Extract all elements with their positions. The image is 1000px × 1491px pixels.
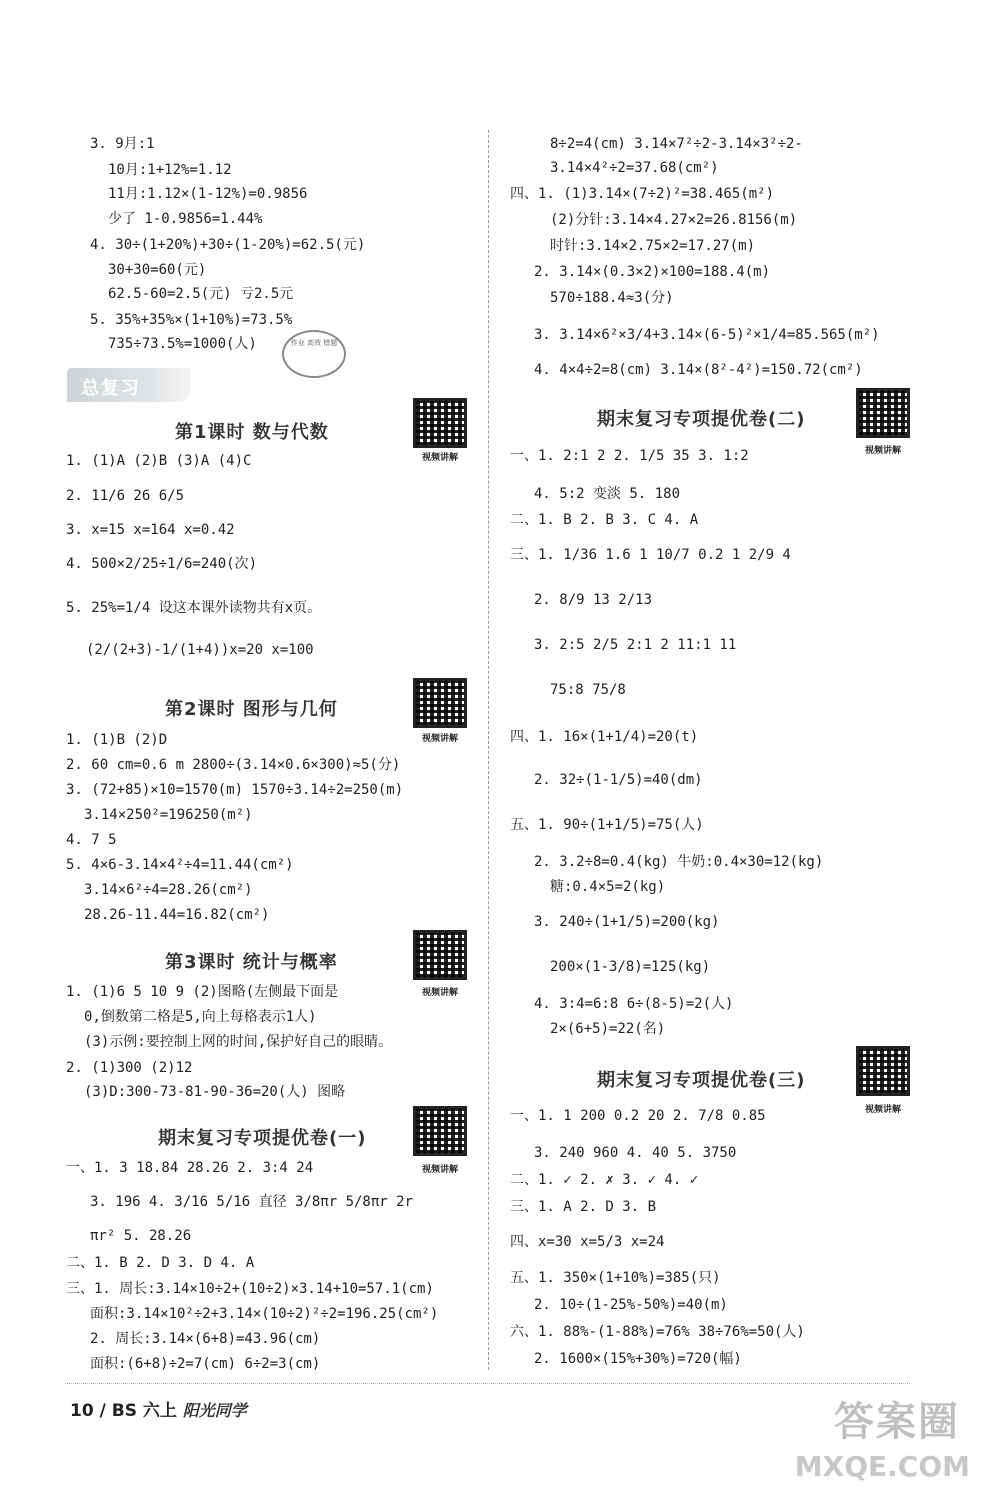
answer-line: 8÷2=4(cm) 3.14×7²÷2-3.14×3²÷2- bbox=[550, 136, 803, 152]
answer-line: 2. 3.2÷8=0.4(kg) 牛奶:0.4×30=12(kg) bbox=[534, 854, 824, 870]
section-banner bbox=[67, 368, 191, 402]
qr-code-icon[interactable] bbox=[856, 388, 910, 438]
answer-line: 一、1. 1 200 0.2 20 2. 7/8 0.85 bbox=[510, 1108, 766, 1124]
answer-line: 3.14×6²÷4=28.26(cm²) bbox=[84, 882, 253, 898]
answer-line: 3.14×250²=196250(m²) bbox=[84, 807, 253, 823]
answer-line: 0,倒数第二格是5,向上每格表示1人) bbox=[84, 1009, 317, 1025]
answer-line: 3. 240÷(1+1/5)=200(kg) bbox=[534, 914, 720, 930]
answer-line: 200×(1-3/8)=125(kg) bbox=[550, 959, 711, 975]
answer-line: 4. 500×2/25÷1/6=240(次) bbox=[66, 556, 258, 572]
answer-line: 3. x=15 x=164 x=0.42 bbox=[66, 522, 235, 538]
answer-line: 10月:1+12%=1.12 bbox=[108, 162, 232, 178]
answer-line: 570÷188.4≈3(分) bbox=[550, 290, 674, 306]
answer-line: 2. 3.14×(0.3×2)×100=188.4(m) bbox=[534, 264, 771, 280]
answer-line: 3. 196 4. 3/16 5/16 直径 3/8πr 5/8πr 2r bbox=[90, 1194, 414, 1210]
answer-line: 2. 周长:3.14×(6+8)=43.96(cm) bbox=[90, 1331, 321, 1347]
footer-separator: / bbox=[99, 1401, 112, 1421]
answer-line: 六、1. 88%-(1-88%)=76% 38÷76%=50(人) bbox=[510, 1324, 805, 1340]
answer-line: 4. 5:2 变淡 5. 180 bbox=[534, 486, 681, 502]
answer-line: 五、1. 350×(1+10%)=385(只) bbox=[510, 1270, 721, 1286]
edition-label: BS 六上 bbox=[111, 1401, 177, 1421]
answer-line: 735÷73.5%=1000(人) bbox=[108, 336, 257, 352]
answer-line: 四、1. 16×(1+1/4)=20(t) bbox=[510, 729, 699, 745]
qr-code-icon[interactable] bbox=[413, 1106, 467, 1156]
homework-stamp: 作业 高效 错题 bbox=[282, 330, 346, 378]
answer-line: (3)示例:要控制上网的时间,保护好自己的眼睛。 bbox=[84, 1034, 393, 1050]
answer-line: 2. 60 cm=0.6 m 2800÷(3.14×0.6×300)≈5(分) bbox=[66, 757, 401, 773]
answer-line: 2. 8/9 13 2/13 bbox=[534, 592, 653, 608]
banner-label: 总复习 bbox=[81, 378, 141, 399]
answer-line: 1. (1)B (2)D bbox=[66, 732, 168, 748]
answer-line: 糖:0.4×5=2(kg) bbox=[550, 879, 666, 895]
answer-line: 四、1. (1)3.14×(7÷2)²=38.465(m²) bbox=[510, 186, 775, 202]
answer-line: 三、1. A 2. D 3. B bbox=[510, 1199, 657, 1215]
answer-line: 5. 4×6-3.14×4²÷4=11.44(cm²) bbox=[66, 857, 294, 873]
answer-line: 28.26-11.44=16.82(cm²) bbox=[84, 907, 270, 923]
answer-line: 4. 7 5 bbox=[66, 832, 117, 848]
answer-line: 5. 25%=1/4 设这本课外读物共有x页。 bbox=[66, 600, 322, 616]
answer-line: 面积:3.14×10²÷2+3.14×(10÷2)²÷2=196.25(cm²) bbox=[90, 1306, 439, 1322]
watermark-url: MXQE.COM bbox=[794, 1450, 970, 1483]
answer-line: 2. 10÷(1-25%-50%)=40(m) bbox=[534, 1297, 728, 1313]
answer-line: 4. 3:4=6:8 6÷(8-5)=2(人) bbox=[534, 996, 734, 1012]
answer-line: 时针:3.14×2.75×2=17.27(m) bbox=[550, 238, 756, 254]
answer-line: 75:8 75/8 bbox=[550, 682, 626, 698]
answer-line: 3. (72+85)×10=1570(m) 1570÷3.14÷2=250(m) bbox=[66, 782, 404, 798]
exam2-title: 期末复习专项提优卷(二) bbox=[597, 409, 806, 430]
column-divider bbox=[488, 130, 489, 1370]
answer-line: (3)D:300-73-81-90-36=20(人) 图略 bbox=[84, 1084, 346, 1100]
qr-label: 视频讲解 bbox=[421, 1165, 458, 1175]
answer-line: (2/(2+3)-1/(1+4))x=20 x=100 bbox=[86, 642, 314, 658]
page-footer bbox=[70, 1396, 247, 1421]
answer-line: 3. 3.14×6²×3/4+3.14×(6-5)²×1/4=85.565(m²) bbox=[534, 327, 880, 343]
qr-label: 视频讲解 bbox=[864, 1105, 901, 1115]
answer-line: 四、x=30 x=5/3 x=24 bbox=[510, 1234, 665, 1250]
answer-line: πr² 5. 28.26 bbox=[90, 1228, 192, 1244]
answer-line: 2. 11/6 26 6/5 bbox=[66, 488, 185, 504]
answer-line: 30+30=60(元) bbox=[108, 262, 207, 278]
answer-line: 五、1. 90÷(1+1/5)=75(人) bbox=[510, 817, 704, 833]
answer-line: 2. 32÷(1-1/5)=40(dm) bbox=[534, 772, 703, 788]
qr-label: 视频讲解 bbox=[421, 734, 458, 744]
answer-line: 1. (1)A (2)B (3)A (4)C bbox=[66, 453, 252, 469]
answer-line: 三、1. 1/36 1.6 1 10/7 0.2 1 2/9 4 bbox=[510, 547, 791, 563]
answer-line: 2. (1)300 (2)12 bbox=[66, 1060, 193, 1076]
answer-line: 3. 240 960 4. 40 5. 3750 bbox=[534, 1145, 737, 1161]
brand-logo: 阳光同学 bbox=[182, 1401, 247, 1420]
qr-code-icon[interactable] bbox=[413, 398, 467, 448]
answer-line: 一、1. 2:1 2 2. 1/5 35 3. 1:2 bbox=[510, 448, 749, 464]
exam1-title: 期末复习专项提优卷(一) bbox=[158, 1128, 367, 1149]
answer-line: 4. 4×4÷2=8(cm) 3.14×(8²-4²)=150.72(cm²) bbox=[534, 362, 863, 378]
answer-line: 5. 35%+35%×(1+10%)=73.5% bbox=[90, 312, 293, 328]
answer-line: 3.14×4²÷2=37.68(cm²) bbox=[550, 160, 719, 176]
lesson1-title: 第1课时 数与代数 bbox=[175, 422, 329, 443]
answer-line: 62.5-60=2.5(元) 亏2.5元 bbox=[108, 286, 294, 302]
answer-line: 少了 1-0.9856=1.44% bbox=[108, 211, 263, 227]
answer-line: 一、1. 3 18.84 28.26 2. 3:4 24 bbox=[66, 1160, 314, 1176]
qr-code-icon[interactable] bbox=[856, 1046, 910, 1096]
exam3-title: 期末复习专项提优卷(三) bbox=[597, 1070, 806, 1091]
answer-line: 二、1. B 2. D 3. D 4. A bbox=[66, 1255, 255, 1271]
answer-line: 3. 9月:1 bbox=[90, 136, 155, 152]
answer-line: 面积:(6+8)÷2=7(cm) 6÷2=3(cm) bbox=[90, 1356, 321, 1372]
answer-line: 二、1. ✓ 2. ✗ 3. ✓ 4. ✓ bbox=[510, 1172, 699, 1188]
lesson3-title: 第3课时 统计与概率 bbox=[165, 952, 338, 973]
lesson2-title: 第2课时 图形与几何 bbox=[165, 699, 338, 720]
qr-label: 视频讲解 bbox=[421, 453, 458, 463]
answer-line: 2×(6+5)=22(名) bbox=[550, 1021, 666, 1037]
answer-line: 4. 30÷(1+20%)+30÷(1-20%)=62.5(元) bbox=[90, 237, 366, 253]
qr-code-icon[interactable] bbox=[413, 678, 467, 728]
qr-label: 视频讲解 bbox=[864, 446, 901, 456]
answer-line: 1. (1)6 5 10 9 (2)图略(左侧最下面是 bbox=[66, 984, 339, 1000]
page-number: 10 bbox=[70, 1401, 94, 1421]
answer-line: 3. 2:5 2/5 2:1 2 11:1 11 bbox=[534, 637, 737, 653]
answer-line: 二、1. B 2. B 3. C 4. A bbox=[510, 512, 699, 528]
answer-line: 2. 1600×(15%+30%)=720(幅) bbox=[534, 1351, 742, 1367]
answer-line: 11月:1.12×(1-12%)=0.9856 bbox=[108, 186, 308, 202]
watermark-logo: 答案圈 bbox=[834, 1399, 960, 1445]
footer-rule bbox=[65, 1383, 910, 1384]
qr-code-icon[interactable] bbox=[413, 930, 467, 980]
answer-line: 三、1. 周长:3.14×10÷2+(10÷2)×3.14+10=57.1(cm) bbox=[66, 1281, 434, 1297]
answer-line: (2)分针:3.14×4.27×2=26.8156(m) bbox=[550, 212, 798, 228]
qr-label: 视频讲解 bbox=[421, 988, 458, 998]
